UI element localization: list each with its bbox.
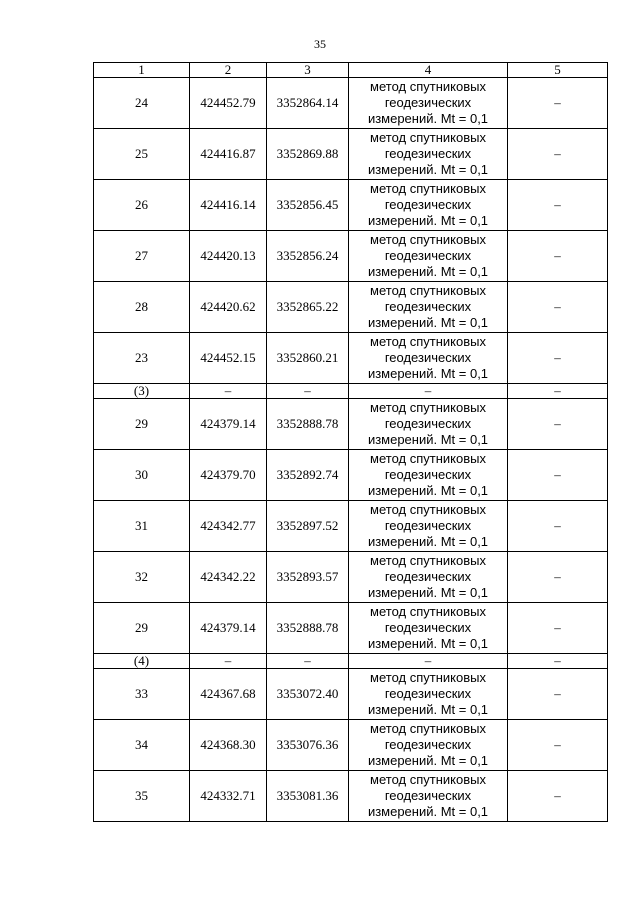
coord-y-cell: 3352888.78 (267, 399, 349, 450)
method-line-2: геодезических (384, 95, 472, 110)
point-number-cell: 35 (94, 771, 190, 822)
coord-x-cell: – (190, 384, 267, 399)
coord-x-cell: 424420.62 (190, 282, 267, 333)
coord-x-cell: 424379.14 (190, 603, 267, 654)
point-number-cell: 25 (94, 129, 190, 180)
header-col-2: 2 (190, 63, 267, 78)
point-number-cell: 31 (94, 501, 190, 552)
point-number-cell: 27 (94, 231, 190, 282)
note-cell: – (508, 282, 608, 333)
method-line-2: геодезических (384, 299, 472, 314)
method-line-1: метод спутниковых (370, 232, 486, 247)
table-row (94, 282, 608, 333)
method-line-1: метод спутниковых (370, 181, 486, 196)
coord-y-cell: 3353081.36 (267, 771, 349, 822)
method-line-1: метод спутниковых (370, 130, 486, 145)
point-number-cell: 34 (94, 720, 190, 771)
coord-y-cell: 3352865.22 (267, 282, 349, 333)
method-line-3: измерений. Mt = 0,1 (367, 162, 489, 177)
method-line-1: метод спутниковых (370, 283, 486, 298)
method-line-1: метод спутниковых (370, 334, 486, 349)
table-row (94, 603, 608, 654)
method-cell (349, 399, 508, 450)
method-line-3: измерений. Mt = 0,1 (367, 702, 489, 717)
table-row (94, 771, 608, 822)
method-line-2: геодезических (384, 467, 472, 482)
note-cell: – (508, 501, 608, 552)
point-number-cell: 29 (94, 399, 190, 450)
method-line-3: измерений. Mt = 0,1 (367, 483, 489, 498)
coord-x-cell: 424416.87 (190, 129, 267, 180)
table-row (94, 333, 608, 384)
method-line-2: геодезических (384, 248, 472, 263)
method-line-1: метод спутниковых (370, 502, 486, 517)
coord-y-cell: 3352856.24 (267, 231, 349, 282)
note-cell: – (508, 333, 608, 384)
table-row (94, 231, 608, 282)
method-line-2: геодезических (384, 197, 472, 212)
method-cell (349, 501, 508, 552)
point-number-cell: 23 (94, 333, 190, 384)
table-row (94, 129, 608, 180)
coord-y-cell: 3352860.21 (267, 333, 349, 384)
method-line-1: метод спутниковых (370, 79, 486, 94)
method-line-3: измерений. Mt = 0,1 (367, 264, 489, 279)
point-number-cell: 24 (94, 78, 190, 129)
method-line-2: геодезических (384, 146, 472, 161)
method-line-3: измерений. Mt = 0,1 (367, 366, 489, 381)
section-separator-row (94, 654, 608, 669)
method-line-1: метод спутниковых (370, 451, 486, 466)
table-row (94, 552, 608, 603)
method-cell (349, 180, 508, 231)
point-number-cell: 29 (94, 603, 190, 654)
method-line-3: измерений. Mt = 0,1 (367, 585, 489, 600)
point-number-cell: 32 (94, 552, 190, 603)
method-cell: – (349, 654, 508, 669)
method-cell (349, 282, 508, 333)
method-cell (349, 450, 508, 501)
section-label: (4) (94, 654, 190, 669)
point-number-cell: 30 (94, 450, 190, 501)
table-row (94, 720, 608, 771)
note-cell: – (508, 771, 608, 822)
note-cell: – (508, 180, 608, 231)
method-line-1: метод спутниковых (370, 604, 486, 619)
coord-x-cell: 424367.68 (190, 669, 267, 720)
method-line-2: геодезических (384, 620, 472, 635)
method-line-1: метод спутниковых (370, 553, 486, 568)
table-row (94, 399, 608, 450)
note-cell: – (508, 552, 608, 603)
method-cell (349, 333, 508, 384)
section-label: (3) (94, 384, 190, 399)
coord-y-cell: – (267, 654, 349, 669)
method-line-2: геодезических (384, 350, 472, 365)
method-line-3: измерений. Mt = 0,1 (367, 804, 489, 819)
page-number: 35 (314, 37, 326, 51)
method-line-1: метод спутниковых (370, 772, 486, 787)
method-line-3: измерений. Mt = 0,1 (367, 636, 489, 651)
coord-y-cell: 3352897.52 (267, 501, 349, 552)
note-cell: – (508, 231, 608, 282)
note-cell: – (508, 654, 608, 669)
table-body (94, 78, 608, 822)
table-header-row (94, 63, 608, 78)
method-cell: – (349, 384, 508, 399)
coord-y-cell: 3352888.78 (267, 603, 349, 654)
method-line-3: измерений. Mt = 0,1 (367, 432, 489, 447)
table-row (94, 501, 608, 552)
method-cell (349, 720, 508, 771)
method-line-3: измерений. Mt = 0,1 (367, 111, 489, 126)
coord-y-cell: 3352856.45 (267, 180, 349, 231)
method-cell (349, 552, 508, 603)
table-row (94, 180, 608, 231)
point-number-cell: 26 (94, 180, 190, 231)
method-line-1: метод спутниковых (370, 400, 486, 415)
note-cell: – (508, 603, 608, 654)
table-row (94, 669, 608, 720)
coord-y-cell: – (267, 384, 349, 399)
method-line-2: геодезических (384, 788, 472, 803)
method-cell (349, 231, 508, 282)
method-cell (349, 771, 508, 822)
method-line-1: метод спутниковых (370, 670, 486, 685)
method-cell (349, 129, 508, 180)
coord-x-cell: 424368.30 (190, 720, 267, 771)
note-cell: – (508, 720, 608, 771)
header-col-3: 3 (267, 63, 349, 78)
coord-y-cell: 3352892.74 (267, 450, 349, 501)
note-cell: – (508, 78, 608, 129)
note-cell: – (508, 669, 608, 720)
coordinates-table (93, 62, 608, 822)
coord-x-cell: 424332.71 (190, 771, 267, 822)
coord-y-cell: 3352864.14 (267, 78, 349, 129)
method-cell (349, 603, 508, 654)
coord-x-cell: 424379.70 (190, 450, 267, 501)
header-col-1: 1 (94, 63, 190, 78)
note-cell: – (508, 399, 608, 450)
section-separator-row (94, 384, 608, 399)
method-line-2: геодезических (384, 737, 472, 752)
coord-x-cell: – (190, 654, 267, 669)
point-number-cell: 28 (94, 282, 190, 333)
method-line-3: измерений. Mt = 0,1 (367, 213, 489, 228)
point-number-cell: 33 (94, 669, 190, 720)
table-row (94, 78, 608, 129)
coord-y-cell: 3353072.40 (267, 669, 349, 720)
table-row (94, 450, 608, 501)
coord-x-cell: 424342.22 (190, 552, 267, 603)
method-line-2: геодезических (384, 518, 472, 533)
method-line-2: геодезических (384, 416, 472, 431)
coord-x-cell: 424420.13 (190, 231, 267, 282)
header-col-5: 5 (508, 63, 608, 78)
coord-x-cell: 424379.14 (190, 399, 267, 450)
coord-x-cell: 424452.15 (190, 333, 267, 384)
note-cell: – (508, 129, 608, 180)
coord-x-cell: 424452.79 (190, 78, 267, 129)
method-line-2: геодезических (384, 686, 472, 701)
method-line-1: метод спутниковых (370, 721, 486, 736)
method-line-3: измерений. Mt = 0,1 (367, 315, 489, 330)
note-cell: – (508, 384, 608, 399)
method-cell (349, 669, 508, 720)
coord-x-cell: 424342.77 (190, 501, 267, 552)
coord-x-cell: 424416.14 (190, 180, 267, 231)
coord-y-cell: 3352869.88 (267, 129, 349, 180)
method-line-3: измерений. Mt = 0,1 (367, 753, 489, 768)
method-line-2: геодезических (384, 569, 472, 584)
coord-y-cell: 3353076.36 (267, 720, 349, 771)
note-cell: – (508, 450, 608, 501)
method-line-3: измерений. Mt = 0,1 (367, 534, 489, 549)
method-cell (349, 78, 508, 129)
header-col-4: 4 (349, 63, 508, 78)
coord-y-cell: 3352893.57 (267, 552, 349, 603)
